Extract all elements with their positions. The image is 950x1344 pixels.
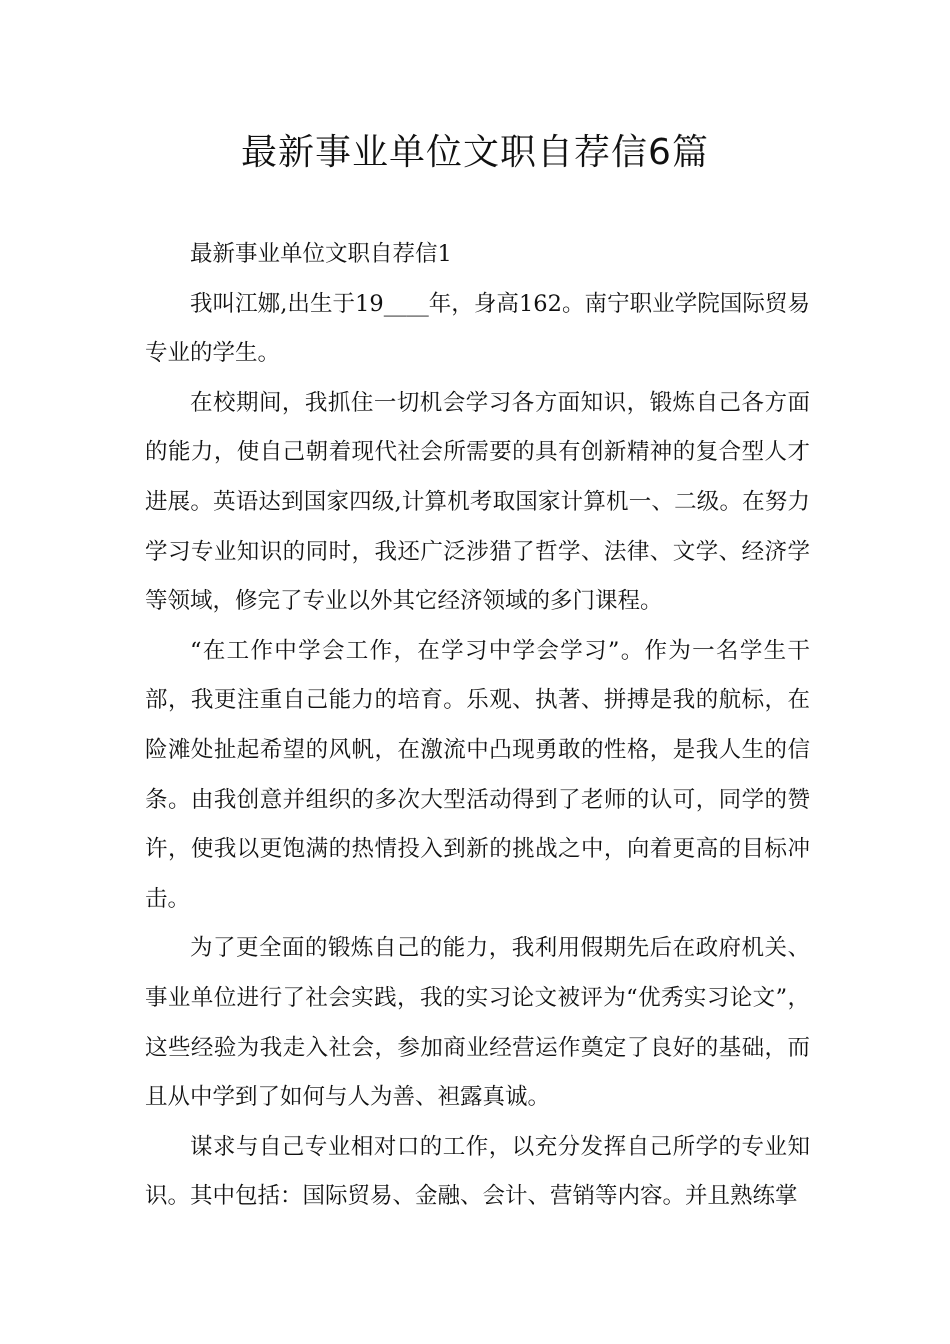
paragraph: 为了更全面的锻炼自己的能力，我利用假期先后在政府机关、事业单位进行了社会实践，我的实习论文被评为“优秀实习论文”，这些经验为我走入社会，参加商业经营运作奠定了良好的基础，而且从中学到了如何与人为善、袒露真诚。 bbox=[145, 935, 810, 1111]
section-heading: 最新事业单位文职自荐信1 bbox=[190, 241, 452, 267]
paragraph: 我叫江娜,出生于19____年，身高162。南宁职业学院国际贸易专业的学生。 bbox=[145, 290, 810, 367]
document-title: 最新事业单位文职自荐信6篇 bbox=[241, 132, 709, 173]
paragraph: 在校期间，我抓住一切机会学习各方面知识，锻炼自己各方面的能力，使自己朝着现代社会所需要的具有创新精神的复合型人才进展。英语达到国家四级,计算机考取国家计算机一、二级。在努力学习专业知识的同时，我还广泛涉猎了哲学、法律、文学、经济学等领域，修完了专业以外其它经济领域的多门课程。 bbox=[145, 389, 810, 615]
paragraph: 谋求与自己专业相对口的工作，以充分发挥自己所学的专业知识。其中包括：国际贸易、金融、会计、营销等内容。并且熟练掌 bbox=[145, 1133, 810, 1210]
document-body bbox=[145, 230, 810, 1222]
paragraph: “在工作中学会工作，在学习中学会学习”。作为一名学生干部，我更注重自己能力的培育。乐观、执著、拼搏是我的航标，在险滩处扯起希望的风帆，在激流中凸现勇敢的性格，是我人生的信条。由我创意并组织的多次大型活动得到了老师的认可，同学的赞许，使我以更饱满的热情投入到新的挑战之中，向着更高的目标冲击。 bbox=[145, 637, 810, 912]
